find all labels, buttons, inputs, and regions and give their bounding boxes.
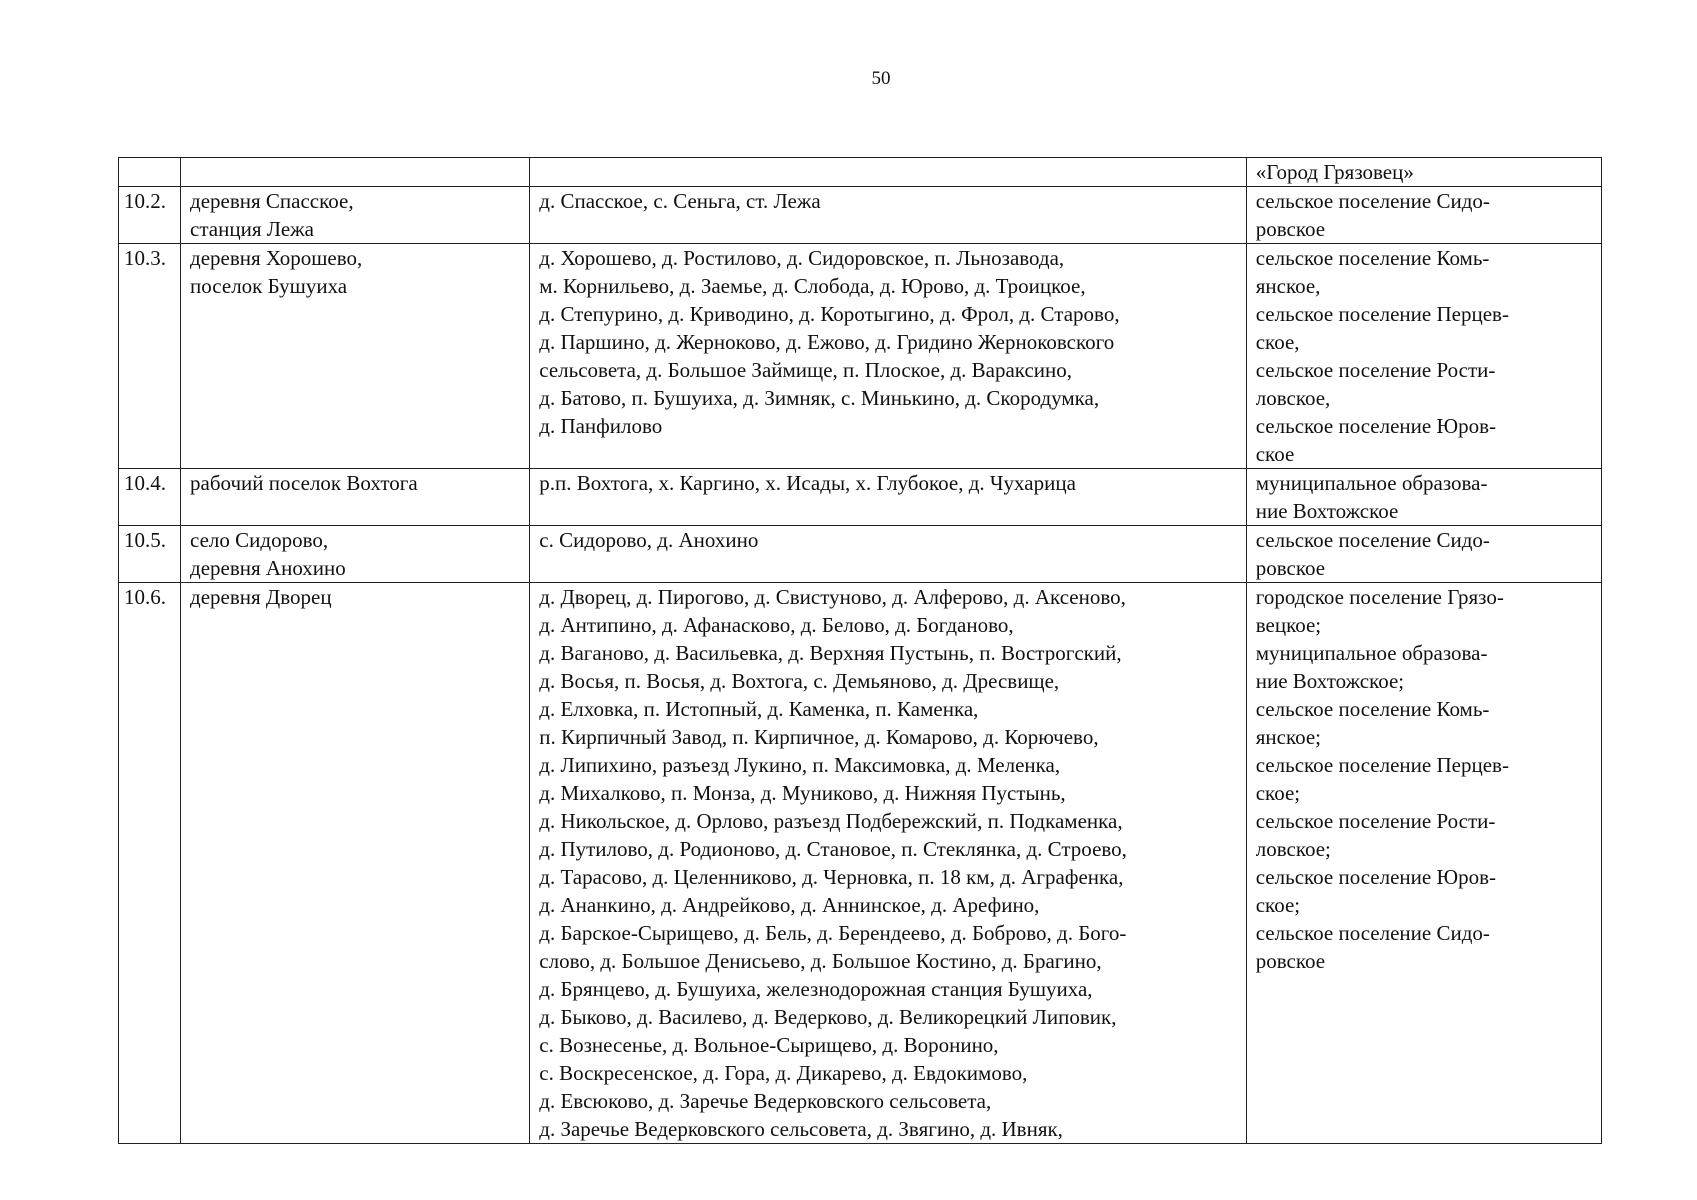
settlement-name-cell: деревня Хорошево, поселок Бушуиха bbox=[181, 244, 530, 469]
row-number-cell: 10.3. bbox=[119, 244, 181, 469]
settlement-name-cell: село Сидорово, деревня Анохино bbox=[181, 526, 530, 583]
settlement-name-cell: рабочий поселок Вохтога bbox=[181, 469, 530, 526]
row-number-cell: 10.4. bbox=[119, 469, 181, 526]
municipality-cell: сельское поселение Комь- янское, сельское поселение Перцев- ское, сельское поселение Рости- ловское, сельское поселение Юров- ское bbox=[1246, 244, 1601, 469]
localities-cell: д. Дворец, д. Пирогово, д. Свистуново, д. Алферово, д. Аксеново, д. Антипино, д. Афанасково, д. Белово, д. Богданово, д. Ваганово, д. Васильевка, д. Верхняя Пустынь, п. Вострогский, д. Восья, п. Восья, д. Вохтога, с. Демьяново, д. Дресвище, д. Елховка, п. Истопный, д. Каменка, п. Каменка, п. Кирпичный Завод, п. Кирпичное, д. Комарово, д. Корючево, д. Липихино, разъезд Лукино, п. Максимовка, д. Меленка, д. Михалково, п. Монза, д. Муниково, д. Нижняя Пустынь, д. Никольское, д. Орлово, разъезд Подбережский, п. Подкаменка, д. Путилово, д. Родионово, д. Становое, п. Стеклянка, д. Строево, д. Тарасово, д. Целенниково, д. Черновка, п. 18 км, д. Аграфенка, д. Ананкино, д. Андрейково, д. Аннинское, д. Арефино, д. Барское-Сырищево, д. Бель, д. Берендеево, д. Боброво, д. Бого- слово, д. Большое Денисьево, д. Большое Костино, д. Брагино, д. Брянцево, д. Бушуиха, железнодорожная станция Бушуиха, д. Быково, д. Василево, д. Ведерково, д. Великорецкий Липовик, с. Вознесенье, д. Вольное-Сырищево, д. Воронино, с. Воскресенское, д. Гора, д. Дикарево, д. Евдокимово, д. Евсюково, д. Заречье Ведерковского сельсовета, д. Заречье Ведерковского сельсовета, д. Звягино, д. Ивняк, bbox=[530, 583, 1246, 1144]
municipality-cell: городское поселение Грязо- вецкое; муниципальное образова- ние Вохтожское; сельское поселение Комь- янское; сельское поселение Перцев- ское; сельское поселение Рости- ловское; сельское поселение Юров- ское; сельское поселение Сидо- ровское bbox=[1246, 583, 1601, 1144]
localities-cell: д. Хорошево, д. Ростилово, д. Сидоровское, п. Льнозавода, м. Корнильево, д. Заемье, д. Слобода, д. Юрово, д. Троицкое, д. Степурино, д. Криводино, д. Коротыгино, д. Фрол, д. Старово, д. Паршино, д. Жерноково, д. Ежово, д. Гридино Жерноковского сельсовета, д. Большое Займище, п. Плоское, д. Вараксино, д. Батово, п. Бушуиха, д. Зимняк, с. Минькино, д. Скородумка, д. Панфилово bbox=[530, 244, 1246, 469]
settlement-name-cell: деревня Спасское, станция Лежа bbox=[181, 187, 530, 244]
settlement-name-cell bbox=[181, 158, 530, 187]
table-row bbox=[119, 469, 1602, 526]
row-number-cell bbox=[119, 158, 181, 187]
localities-cell: с. Сидорово, д. Анохино bbox=[530, 526, 1246, 583]
localities-cell bbox=[530, 158, 1246, 187]
settlements-table bbox=[118, 157, 1602, 1144]
municipality-cell: сельское поселение Сидо- ровское bbox=[1246, 187, 1601, 244]
localities-cell: д. Спасское, с. Сеньга, ст. Лежа bbox=[530, 187, 1246, 244]
row-number-cell: 10.2. bbox=[119, 187, 181, 244]
municipality-cell: сельское поселение Сидо- ровское bbox=[1246, 526, 1601, 583]
table-row bbox=[119, 187, 1602, 244]
table-row bbox=[119, 526, 1602, 583]
settlement-name-cell: деревня Дворец bbox=[181, 583, 530, 1144]
localities-cell: р.п. Вохтога, х. Каргино, х. Исады, х. Глубокое, д. Чухарица bbox=[530, 469, 1246, 526]
municipality-cell: «Город Грязовец» bbox=[1246, 158, 1601, 187]
page-number: 50 bbox=[871, 68, 891, 89]
row-number-cell: 10.6. bbox=[119, 583, 181, 1144]
table-row bbox=[119, 244, 1602, 469]
row-number-cell: 10.5. bbox=[119, 526, 181, 583]
table-row-continuation bbox=[119, 158, 1602, 187]
municipality-cell: муниципальное образова- ние Вохтожское bbox=[1246, 469, 1601, 526]
table-row bbox=[119, 583, 1602, 1144]
